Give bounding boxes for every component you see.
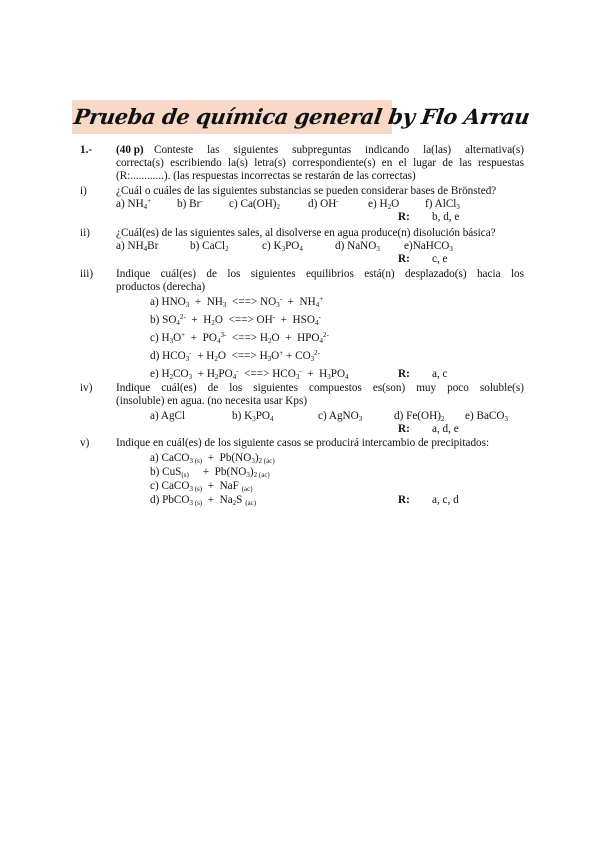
q-iv-answer: a, d, e xyxy=(432,423,459,435)
q-i-answer: b, d, e xyxy=(432,211,460,223)
q-ii-option-e: e)NaHCO$_3$ xyxy=(404,240,453,253)
q-v-number: v) xyxy=(80,437,90,449)
q-iv-option-a: a) AgCl xyxy=(150,410,186,422)
q-ii-option-d: d) NaNO$_3$ xyxy=(335,240,380,253)
q-v-option-a: a) CaCO$_{3 (s)}$ + $Pb(NO_3)_{2 (ac)}$ xyxy=(150,452,275,465)
q-i-option-b: b) Br- xyxy=(177,197,203,210)
q-i-option-d: d) OH- xyxy=(308,197,339,210)
q-i-option-a: a) $NH_4^+$ xyxy=(116,197,152,211)
q-iii-equilibrium-a: a) $HNO_3 + NH_3$ <==> $NO_3^- + NH_4^+$ xyxy=(150,295,324,309)
q-v-option-d: d) PbCO$_{3 (s)}$ + $Na_2S$ $_{(ac)}$ xyxy=(150,494,257,507)
q-i-option-e: e) $H_2O$ xyxy=(368,198,400,211)
q1-number: 1.- xyxy=(80,144,93,156)
q1-intro-line3: (R:............). (las respuestas incorrectas se restarán de las correctas) xyxy=(116,170,416,182)
q-iv-question-line2: (insoluble) en agua. (no necesita usar Kps) xyxy=(116,395,308,407)
q-iv-option-e: e) BaCO$_3$ xyxy=(465,410,508,423)
q-iii-question-line2: productos (derecha) xyxy=(116,281,206,293)
q-ii-number: ii) xyxy=(80,227,90,239)
q-i-answer-label: R: xyxy=(398,211,410,223)
q1-points: (40 p) xyxy=(116,144,144,156)
q-ii-question: ¿Cuál(es) de las siguientes sales, al disolverse en agua produce(n) disolución básica? xyxy=(116,227,496,239)
q-v-option-b: b) CuS$_{(s)}$ + $Pb(NO_3)_{2 (ac)}$ xyxy=(150,466,270,479)
q-iv-option-c: c) AgNO$_3$ xyxy=(318,410,363,423)
q1-intro-line1: Conteste las siguientes subpreguntas indicando la(las) alternativa(s) xyxy=(154,144,524,156)
q-iii-equilibrium-c: c) $H_3O^+ + PO_4^{3-}$ <==> $H_2O + HPO_4^{2-}$ xyxy=(150,331,329,345)
q-iii-answer: a, c xyxy=(432,368,448,380)
q-iii-equilibrium-b: b) $SO_4^{2-} + H_2O$ <==> $OH^- + HSO_4^-$ xyxy=(150,313,321,327)
q-i-option-c: c) $Ca(OH)_2$ xyxy=(229,198,281,211)
q-v-answer: a, c, d xyxy=(432,494,459,506)
q-i-number: i) xyxy=(80,185,87,197)
q-iii-number: iii) xyxy=(80,268,94,280)
q-v-option-c: c) CaCO$_{3 (s)}$ + NaF $_{(ac)}$ xyxy=(150,480,253,493)
q-iv-number: iv) xyxy=(80,382,93,394)
q-iii-answer-label: R: xyxy=(398,368,410,380)
q-iii-question-line1: Indique cuál(es) de los siguientes equilibrios está(n) desplazado(s) hacia los xyxy=(116,268,524,280)
q-ii-answer: c, e xyxy=(432,253,448,265)
q-ii-option-a: a) $NH_4Br$ xyxy=(116,240,159,253)
q-v-answer-label: R: xyxy=(398,494,410,506)
q-iv-answer-label: R: xyxy=(398,423,410,435)
q-i-option-f: f) AlCl$_3$ xyxy=(425,198,460,211)
q-iv-option-b: b) $K_3PO_4$ xyxy=(232,410,274,423)
q-iii-equilibrium-e: e) $H_2CO_3 + H_2PO_4^-$ <==> $HCO_3^- + H_3PO_4$ xyxy=(150,367,349,381)
q-ii-answer-label: R: xyxy=(398,253,410,265)
q-iv-question-line1: Indique cuál(es) de los siguientes compuestos es(son) muy poco soluble(s) xyxy=(116,382,524,394)
q1-intro-line2: correcta(s) escribiendo la(s) letra(s) correspondiente(s) en el lugar de las respuestas xyxy=(116,157,524,169)
q-ii-option-c: c) $K_3PO_4$ xyxy=(262,240,303,253)
q-iii-equilibrium-d: d) $HCO_3^- + H_2O$ <==> $H_3O^+ + CO_3^{2-}$ xyxy=(150,349,321,363)
q-i-question: ¿Cuál o cuáles de las siguientes substancias se pueden considerar bases de Brönsted? xyxy=(116,185,497,197)
q-v-question: Indique en cuál(es) de los siguiente casos se producirá intercambio de precipitados: xyxy=(116,437,490,449)
q-ii-option-b: b) CaCl$_2$ xyxy=(190,240,229,253)
page-title: Prueba de química general by Flo Arrau xyxy=(72,104,532,129)
q-iv-option-d: d) $Fe(OH)_2$ xyxy=(394,410,445,423)
